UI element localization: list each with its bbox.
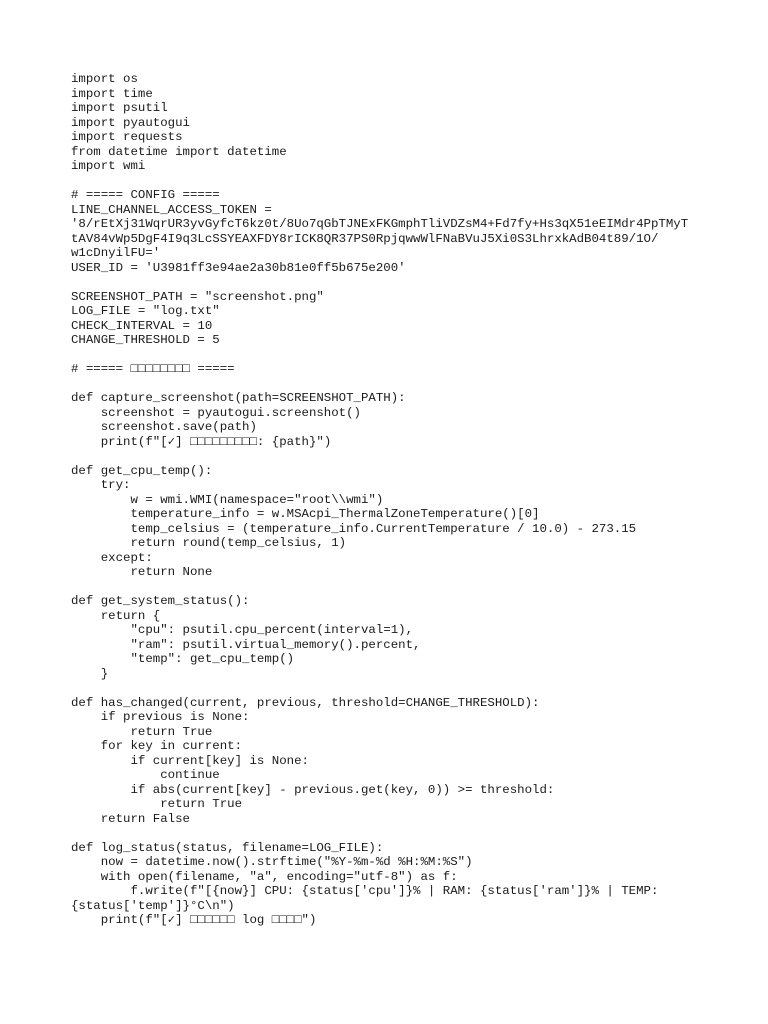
code-line: }	[71, 666, 109, 681]
code-line: def get_cpu_temp():	[71, 463, 213, 478]
code-line: screenshot.save(path)	[71, 420, 257, 434]
code-line: import time	[71, 86, 153, 101]
code-line: import requests	[71, 130, 183, 144]
code-line: import wmi	[71, 159, 146, 173]
code-line: "cpu": psutil.cpu_percent(interval=1),	[71, 623, 414, 637]
code-line	[71, 826, 711, 841]
code-line: "temp": get_cpu_temp()	[71, 652, 295, 666]
code-line: return None	[71, 565, 213, 579]
code-line: try:	[71, 478, 131, 492]
code-line: w1cDnyilFU='	[71, 246, 161, 260]
code-line	[71, 348, 711, 363]
code-line: "ram": psutil.virtual_memory().percent,	[71, 637, 421, 652]
code-line: CHECK_INTERVAL = 10	[71, 318, 213, 333]
code-line: import pyautogui	[71, 115, 190, 130]
code-line: print(f"[✓] □□□□□□ log □□□□")	[71, 913, 317, 927]
code-line: temp_celsius = (temperature_info.CurrentTemperature / 10.0) - 273.15	[71, 521, 637, 536]
code-line: print(f"[✓] □□□□□□□□□: {path}")	[71, 434, 332, 449]
code-line: SCREENSHOT_PATH = "screenshot.png"	[71, 289, 324, 304]
code-line: for key in current:	[71, 739, 243, 753]
code-line: # ===== □□□□□□□□ =====	[71, 362, 235, 376]
code-line: tAV84vWp5DgF4I9q3LcSSYEAXFDY8rICK8QR37PS0RpjqwwWlFNaBVuJ5Xi0S3LhrxkAdB04t89/1O/	[71, 231, 659, 246]
code-line: return True	[71, 797, 243, 811]
code-line: CHANGE_THRESHOLD = 5	[71, 333, 220, 347]
code-line	[71, 580, 711, 595]
code-line: LOG_FILE = "log.txt"	[71, 304, 220, 318]
code-line: return True	[71, 724, 213, 739]
code-line: w = wmi.WMI(namespace="root\\wmi")	[71, 492, 384, 507]
code-line: import psutil	[71, 101, 168, 115]
code-line	[71, 174, 711, 189]
code-line: def has_changed(current, previous, threshold=CHANGE_THRESHOLD):	[71, 695, 540, 710]
code-line: if previous is None:	[71, 710, 250, 724]
code-line	[71, 449, 711, 464]
code-line: now = datetime.now().strftime("%Y-%m-%d %H:%M:%S")	[71, 855, 473, 869]
code-line	[71, 681, 711, 696]
code-listing	[71, 72, 711, 928]
code-line: from datetime import datetime	[71, 144, 287, 159]
code-line	[71, 377, 711, 392]
code-line: return round(temp_celsius, 1)	[71, 536, 347, 550]
code-line	[71, 275, 711, 290]
code-line: f.write(f"[{now}] CPU: {status['cpu']}% | RAM: {status['ram']}% | TEMP:	[71, 884, 659, 898]
code-line: LINE_CHANNEL_ACCESS_TOKEN =	[71, 202, 272, 217]
code-line: {status['temp']}°C\n")	[71, 898, 235, 913]
code-line: return {	[71, 608, 161, 623]
code-line: def capture_screenshot(path=SCREENSHOT_PATH):	[71, 391, 406, 405]
code-line: with open(filename, "a", encoding="utf-8") as f:	[71, 869, 458, 884]
code-line: import os	[71, 72, 138, 86]
code-line: if current[key] is None:	[71, 753, 309, 768]
code-line: def get_system_status():	[71, 594, 250, 608]
code-line: USER_ID = 'U3981ff3e94ae2a30b81e0ff5b675e200'	[71, 260, 406, 275]
code-line: except:	[71, 550, 153, 565]
code-line: if abs(current[key] - previous.get(key, 0)) >= threshold:	[71, 782, 555, 797]
code-line: continue	[71, 768, 220, 782]
code-line: return False	[71, 811, 190, 826]
code-line: temperature_info = w.MSAcpi_ThermalZoneTemperature()[0]	[71, 507, 540, 521]
code-line: def log_status(status, filename=LOG_FILE):	[71, 840, 384, 855]
code-line: # ===== CONFIG =====	[71, 188, 220, 202]
code-line: screenshot = pyautogui.screenshot()	[71, 405, 361, 420]
code-line: '8/rEtXj31WqrUR3yvGyfcT6kz0t/8Uo7qGbTJNExFKGmphTliVDZsM4+Fd7fy+Hs3qX51eEIMdr4PpTMyT	[71, 217, 689, 231]
